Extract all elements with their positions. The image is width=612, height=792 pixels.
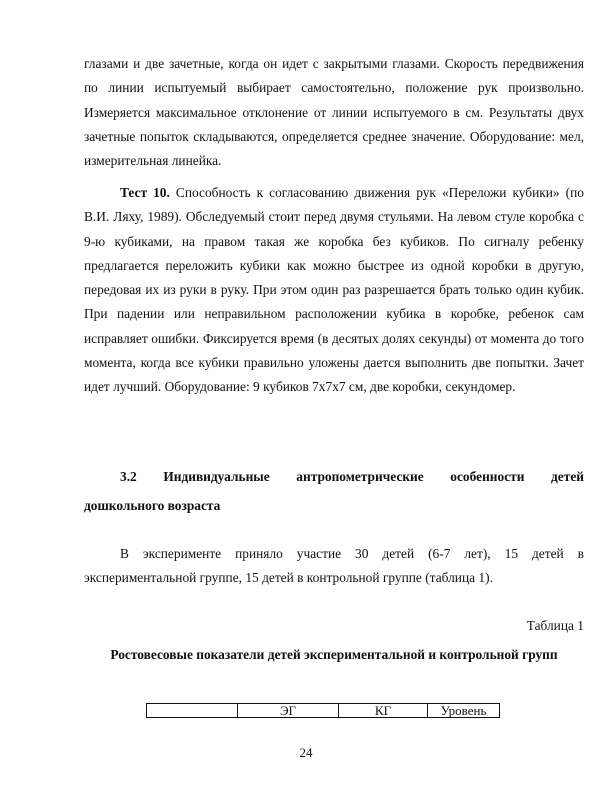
table-header-cell-empty <box>147 704 238 718</box>
section-number: 3.2 <box>120 469 137 484</box>
table-label: Таблица 1 <box>526 618 584 633</box>
section-heading <box>84 462 584 520</box>
data-table <box>146 703 500 718</box>
table-title: Ростовесовые показатели детей экспериментальной и контрольной групп <box>110 647 558 662</box>
test-10-label: Тест 10. <box>120 185 170 200</box>
section-word-2: антропометрические <box>296 469 424 484</box>
paragraph-continuation: глазами и две зачетные, когда он идет с закрытыми глазами. Скорость передвижения по линии испытуемый выбирает самостоятельно, положение рук произвольно. Измеряется максимальное отклонение от линии испытуемого в см. Результаты двух зачетные попыток складываются, определяется среднее значение. Оборудование: мел, измерительная линейка. <box>84 56 584 169</box>
table-header-cell-kg: КГ <box>339 704 428 718</box>
table-header-cell-eg: ЭГ <box>238 704 339 718</box>
table-header-row <box>147 704 500 718</box>
section-word-1: Индивидуальные <box>163 469 270 484</box>
experiment-paragraph: В эксперименте приняло участие 30 детей (6-7 лет), 15 детей в экспериментальной группе, 15 детей в контрольной группе (таблица 1). <box>84 546 584 586</box>
test-10-paragraph <box>84 181 584 400</box>
test-10-text: Способность к согласованию движения рук «Переложи кубики» (по В.И. Ляху, 1989). Обследуемый стоит перед двумя стульями. На левом стуле коробка с 9-ю кубиками, на правом такая же коробка без кубиков. По сигналу ребенку предлагается переложить кубики как можно быстрее из одной коробки в другую, передовая их из руки в руку. При этом один раз разрешается брать только один кубик. При падении или неправильном расположении кубика в коробке, ребенок сам исправляет ошибки. Фиксируется время (в десятых долях секунды) от момента до того момента, когда все кубики правильно уложены дается выполнить две попытки. Зачет идет лучший. Оборудование: 9 кубиков 7х7х7 см, две коробки, секундомер. <box>84 185 584 395</box>
section-word-3: особенности <box>450 469 525 484</box>
page-number: 24 <box>299 745 313 760</box>
section-heading-line2: дошкольного возраста <box>84 498 221 513</box>
table-header-cell-level: Уровень <box>428 704 500 718</box>
section-word-4: детей <box>551 469 584 484</box>
